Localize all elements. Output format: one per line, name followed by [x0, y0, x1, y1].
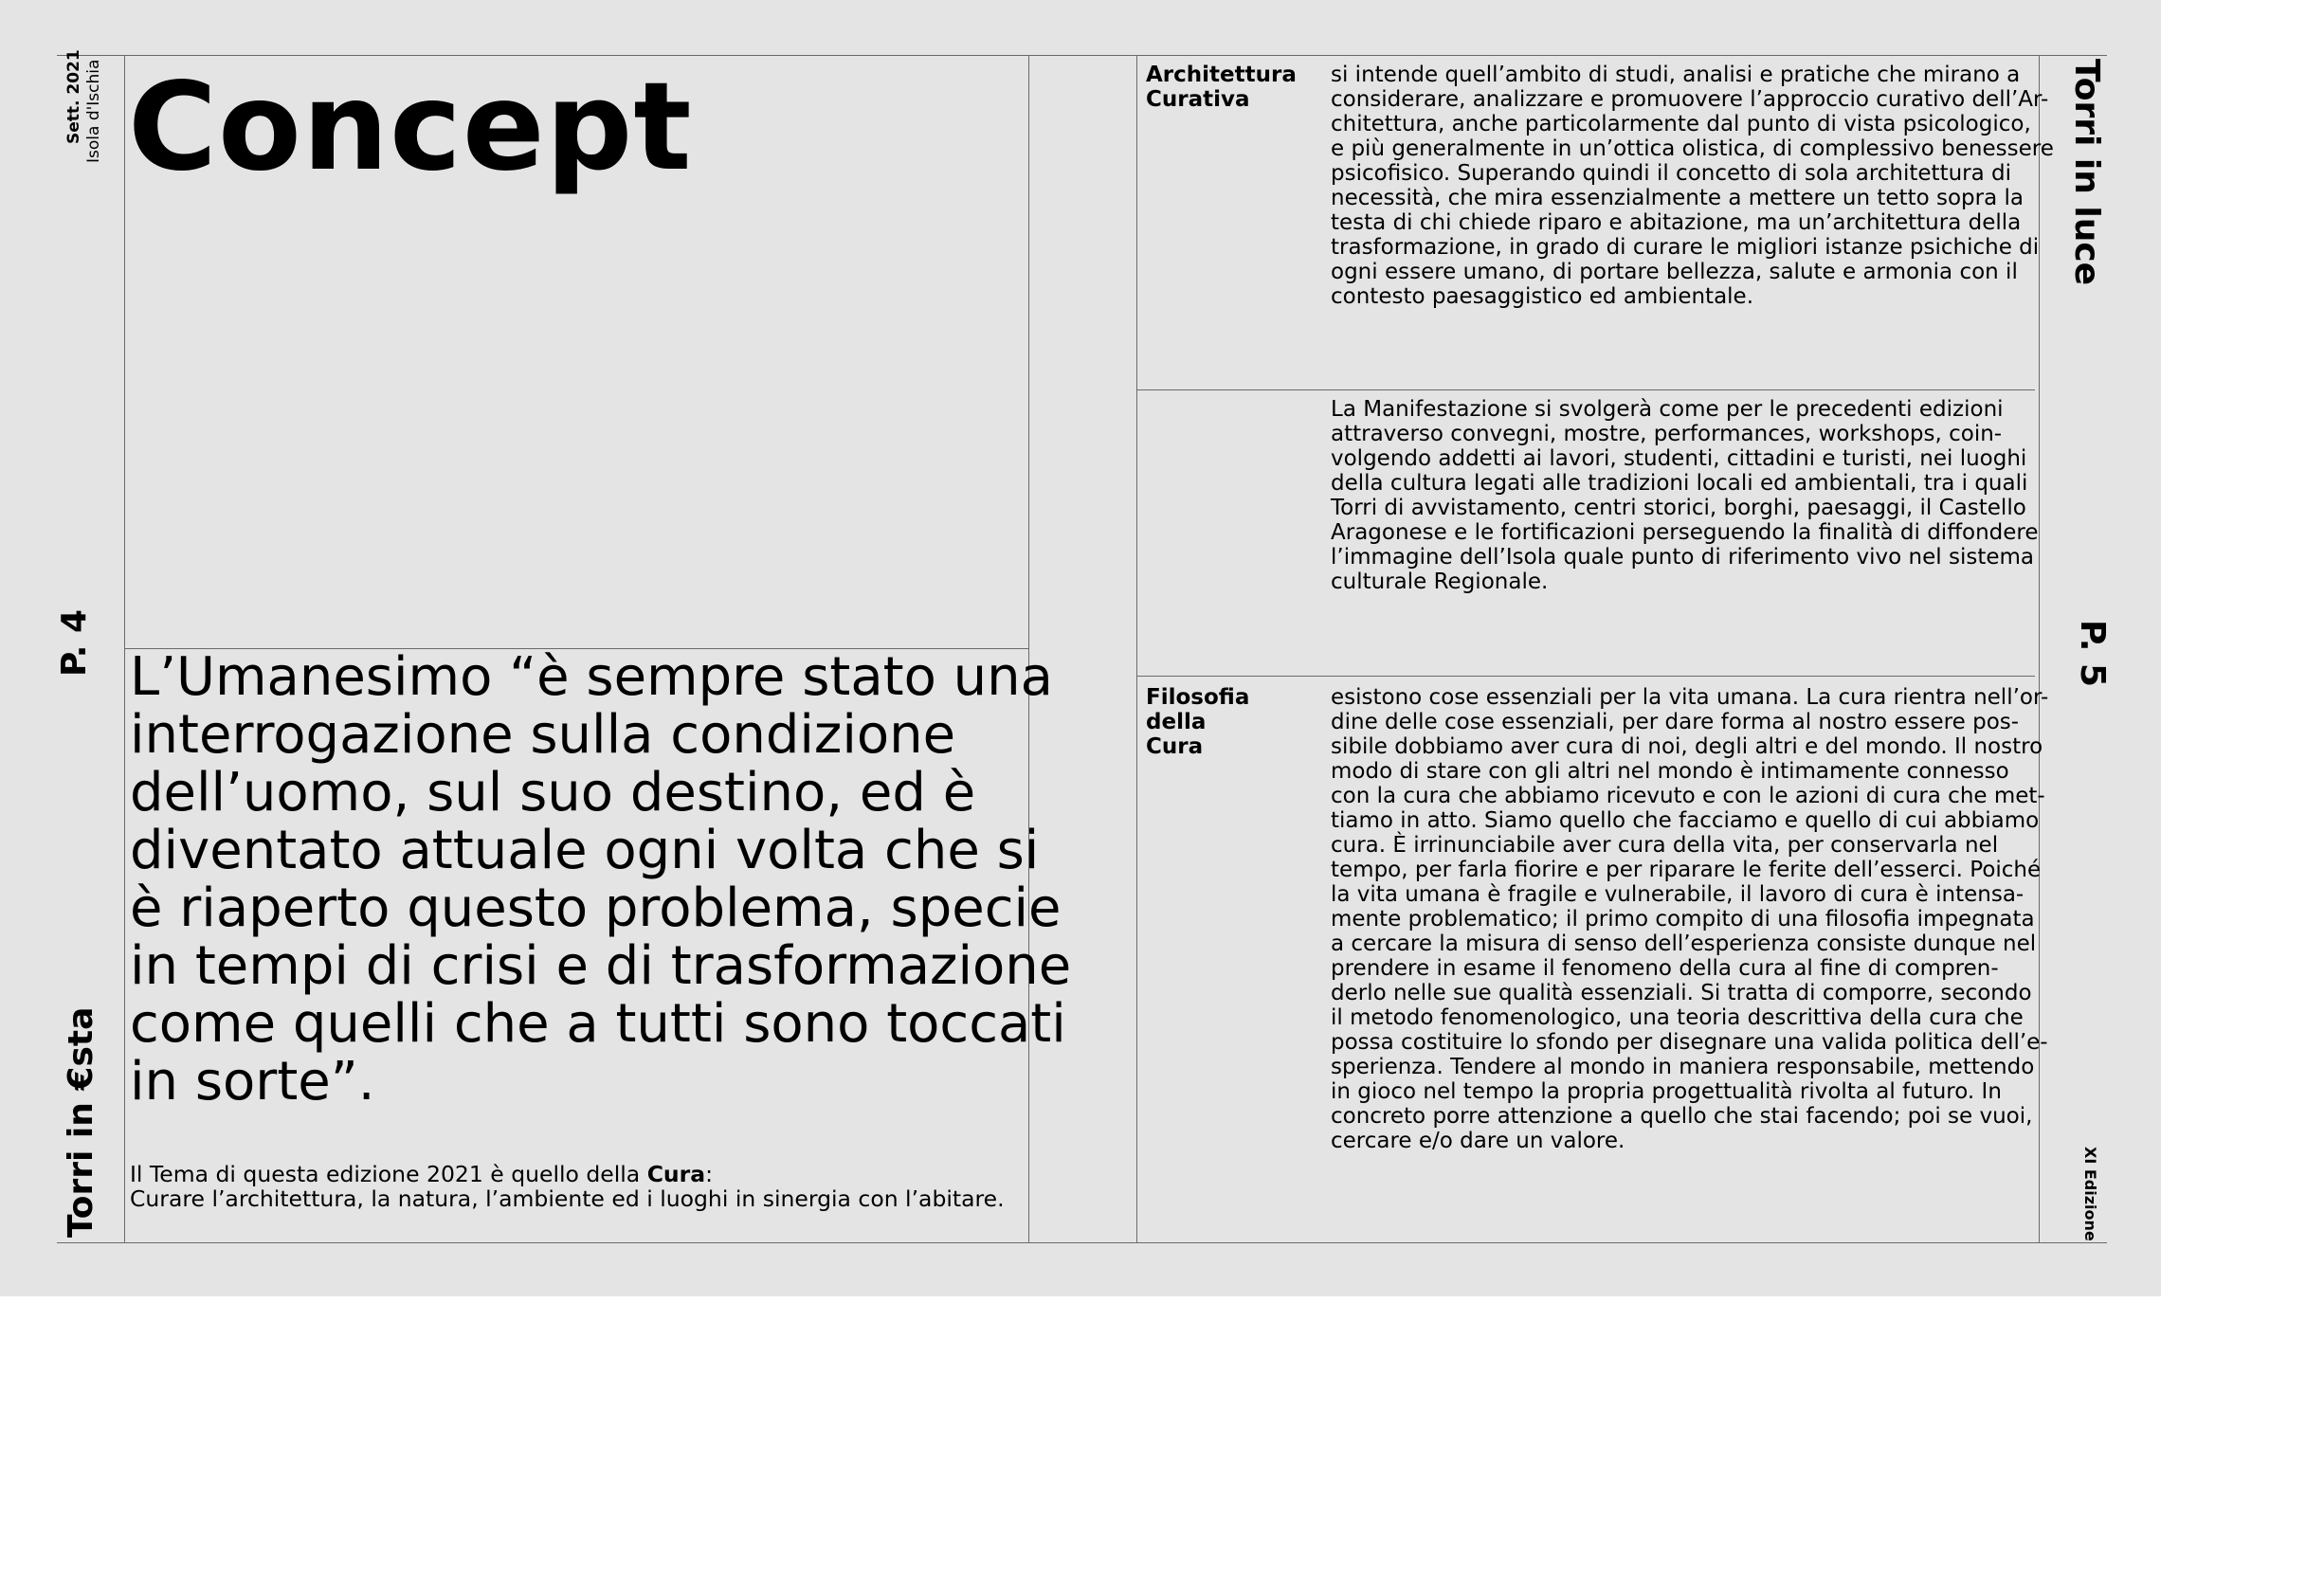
right-divider-rule-2 [1136, 676, 2035, 677]
running-title-right: Torri in luce [2067, 59, 2106, 286]
theme-keyword: Cura [646, 1161, 706, 1187]
left-margin-rule [124, 55, 125, 1243]
text-line: della cultura legati alle tradizioni locali ed ambientali, tra i quali [1331, 471, 2028, 496]
text-line: possa costituire lo sfondo per disegnare una valida politica dell’e- [1331, 1030, 2048, 1055]
term-line: Cura [1146, 734, 1204, 759]
text-line: volgendo addetti ai lavori, studenti, cittadini e turisti, nei luoghi [1331, 446, 2027, 471]
text-line: con la cura che abbiamo ricevuto e con le azioni di cura che met- [1331, 784, 2045, 808]
quote-line: L’Umanesimo “è sempre stato una [130, 646, 1053, 708]
text-line: dine delle cose essenziali, per dare forma al nostro essere pos- [1331, 710, 2020, 734]
term-filosofia-della-cura [1146, 685, 1249, 759]
theme-line-2: Curare l’architettura, la natura, l’ambiente ed i luoghi in sinergia con l’abitare. [130, 1185, 1005, 1212]
text-line: La Manifestazione si svolgerà come per le precedenti edizioni [1331, 397, 2004, 422]
text-line: tiamo in atto. Siamo quello che facciamo e quello di cui abbiamo [1331, 808, 2040, 833]
text-line: e più generalmente in un’ottica olistica, di complessivo benessere [1331, 136, 2054, 161]
edition-label: XI Edizione [2081, 1147, 2099, 1241]
text-line: modo di stare con gli altri nel mondo è intimamente connesso [1331, 759, 2009, 784]
text-line: psicofisico. Superando quindi il concetto di sola architettura di [1331, 161, 2012, 186]
text-line: sperienza. Tendere al mondo in maniera responsabile, mettendo [1331, 1055, 2035, 1079]
text-line: attraverso convegni, mostre, performances, workshops, coin- [1331, 422, 2003, 446]
issue-place: Isola d'Ischia [84, 59, 103, 163]
text-line: a cercare la misura di senso dell’esperienza consiste dunque nel [1331, 932, 2037, 956]
page-number-right: P. 5 [2073, 620, 2112, 688]
text-line: in gioco nel tempo la propria progettualità rivolta al futuro. In [1331, 1079, 2002, 1104]
text-line: derlo nelle sue qualità essenziali. Si tratta di comporre, secondo [1331, 981, 2032, 1005]
term-line: Architettura [1146, 63, 1297, 87]
right-divider-rule-1 [1136, 389, 2035, 390]
term-line: Filosofia [1146, 685, 1250, 710]
top-rule [57, 55, 2107, 56]
theme-colon: : [705, 1161, 714, 1187]
text-line: prendere in esame il fenomeno della cura al fine di compren- [1331, 956, 1999, 981]
text-line: cercare e/o dare un valore. [1331, 1129, 1625, 1153]
quote-line: interrogazione sulla condizione [130, 704, 956, 766]
page-number-left: P. 4 [55, 608, 94, 677]
section-manifestazione-text [1331, 397, 2039, 594]
section-filosofia-text [1331, 685, 2048, 1153]
gutter-rule [1136, 55, 1137, 1243]
quote-line: come quelli che a tutti sono toccati [130, 993, 1066, 1055]
issue-date: Sett. 2021 [64, 49, 83, 144]
quote-line: diventato attuale ogni volta che si [130, 820, 1040, 881]
text-line: esistono cose essenziali per la vita umana. La cura rientra nell’or- [1331, 685, 2049, 710]
text-line: concreto porre attenzione a quello che stai facendo; poi se vuoi, [1331, 1104, 2033, 1129]
text-line: il metodo fenomenologico, una teoria descrittiva della cura che [1331, 1005, 2024, 1030]
text-line: la vita umana è fragile e vulnerabile, il lavoro di cura è intensa- [1331, 882, 2024, 907]
section-architettura-text [1331, 63, 2054, 309]
text-line: tempo, per farla fiorire e per riparare le ferite dell’esserci. Poiché [1331, 858, 2042, 882]
text-line: l’immagine dell’Isola quale punto di riferimento vivo nel sistema [1331, 545, 2034, 570]
page-heading: Concept [128, 57, 693, 198]
text-line: considerare, analizzare e promuovere l’approccio curativo dell’Ar- [1331, 87, 2049, 112]
theme-note [130, 1162, 1005, 1211]
text-line: sibile dobbiamo aver cura di noi, degli altri e del mondo. Il nostro [1331, 734, 2043, 759]
term-line: della [1146, 710, 1207, 734]
text-line: culturale Regionale. [1331, 570, 1549, 594]
term-architettura-curativa [1146, 63, 1297, 112]
text-line: trasformazione, in grado di curare le migliori istanze psichiche di [1331, 235, 2040, 260]
pull-quote [130, 648, 1087, 1111]
text-line: contesto paesaggistico ed ambientale. [1331, 284, 1754, 309]
running-title-left: Torri in €sta [62, 1006, 100, 1238]
text-line: necessità, che mira essenzialmente a mettere un tetto sopra la [1331, 186, 2024, 210]
theme-intro: Il Tema di questa edizione 2021 è quello della [130, 1161, 647, 1187]
text-line: Aragonese e le fortificazioni perseguendo la finalità di diffondere [1331, 520, 2039, 545]
text-line: Torri di avvistamento, centri storici, borghi, paesaggi, il Castello [1331, 496, 2026, 520]
bottom-rule [57, 1242, 2107, 1243]
quote-line: è riaperto questo problema, specie [130, 877, 1062, 939]
text-line: si intende quell’ambito di studi, analisi e pratiche che mirano a [1331, 63, 2021, 87]
text-line: testa di chi chiede riparo e abitazione, ma un’architettura della [1331, 210, 2022, 235]
text-line: mente problematico; il primo compito di una filosofia impegnata [1331, 907, 2035, 932]
text-line: chitettura, anche particolarmente dal punto di vista psicologico, [1331, 112, 2031, 136]
term-line: Curativa [1146, 87, 1250, 112]
quote-line: in tempi di crisi e di trasformazione [130, 935, 1072, 997]
quote-line: dell’uomo, sul suo destino, ed è [130, 762, 976, 823]
text-line: ogni essere umano, di portare bellezza, salute e armonia con il [1331, 260, 2018, 284]
text-line: cura. È irrinunciabile aver cura della vita, per conservarla nel [1331, 833, 1999, 858]
quote-line: in sorte”. [130, 1051, 375, 1113]
